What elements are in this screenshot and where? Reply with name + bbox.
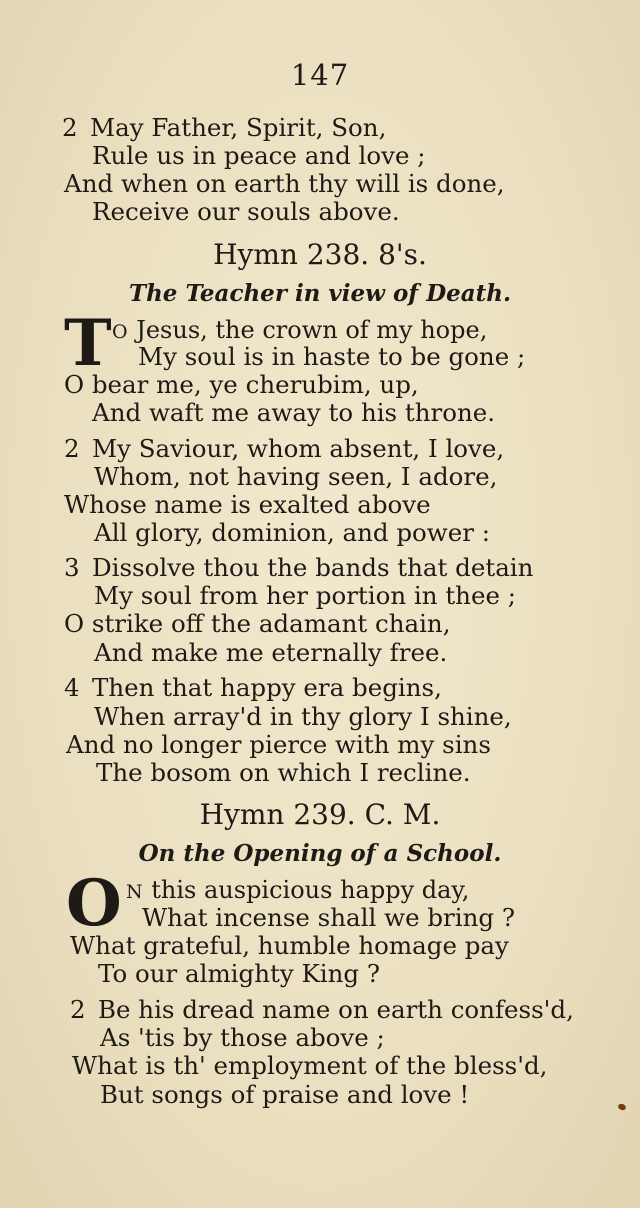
verse-line: When array'd in thy glory I shine, <box>94 702 512 731</box>
verse-number: 3 <box>64 553 80 582</box>
verse-number: 4 <box>64 673 80 702</box>
dropcap-letter: O <box>66 866 122 941</box>
verse-line: Rule us in peace and love ; <box>92 141 426 170</box>
verse-line: And make me eternally free. <box>94 638 448 667</box>
verse-number: 2 <box>64 434 80 463</box>
verse-line: What incense shall we bring ? <box>142 903 515 932</box>
verse-line: 2 May Father, Spirit, Son, <box>62 113 387 142</box>
verse-line: Whose name is exalted above <box>64 490 431 519</box>
verse-line: 2 Be his dread name on earth confess'd, <box>70 995 574 1024</box>
verse-line: And when on earth thy will is done, <box>64 169 505 198</box>
page-number: 147 <box>290 58 350 92</box>
verse-line: 2 My Saviour, whom absent, I love, <box>64 434 505 463</box>
ink-blot <box>617 1103 627 1111</box>
verse-number: 2 <box>62 113 78 142</box>
hymn-239-title: Hymn 239. C. M. <box>199 798 441 831</box>
verse-line: 3 Dissolve thou the bands that detain <box>64 553 534 582</box>
verse-line: O bear me, ye cherubim, up, <box>64 370 419 399</box>
verse-line: My soul from her portion in thee ; <box>94 581 516 610</box>
verse-line: But songs of praise and love ! <box>100 1080 470 1109</box>
verse-line: Whom, not having seen, I adore, <box>94 462 498 491</box>
hymn-238-title: Hymn 238. 8's. <box>213 238 427 271</box>
hymn-239-subtitle: On the Opening of a School. <box>138 840 502 867</box>
hymn-238-subtitle: The Teacher in view of Death. <box>128 280 512 307</box>
verse-line: 4 Then that happy era begins, <box>64 673 442 702</box>
verse-line: Receive our souls above. <box>92 197 400 226</box>
dropcap-letter: T <box>64 306 112 381</box>
verse-line: O Jesus, the crown of my hope, <box>112 316 488 344</box>
verse-line: The bosom on which I recline. <box>96 758 471 787</box>
verse-line: To our almighty King ? <box>98 959 380 988</box>
verse-line: All glory, dominion, and power : <box>94 518 491 547</box>
verse-line: What is th' employment of the bless'd, <box>72 1051 548 1080</box>
verse-line: What grateful, humble homage pay <box>70 931 509 960</box>
verse-number: 2 <box>70 995 86 1024</box>
verse-line: N this auspicious happy day, <box>126 876 470 904</box>
verse-line: And waft me away to his throne. <box>92 398 496 427</box>
verse-line: As 'tis by those above ; <box>100 1023 385 1052</box>
verse-line: My soul is in haste to be gone ; <box>138 342 526 371</box>
verse-line: And no longer pierce with my sins <box>66 730 491 759</box>
verse-line: O strike off the adamant chain, <box>64 609 451 638</box>
